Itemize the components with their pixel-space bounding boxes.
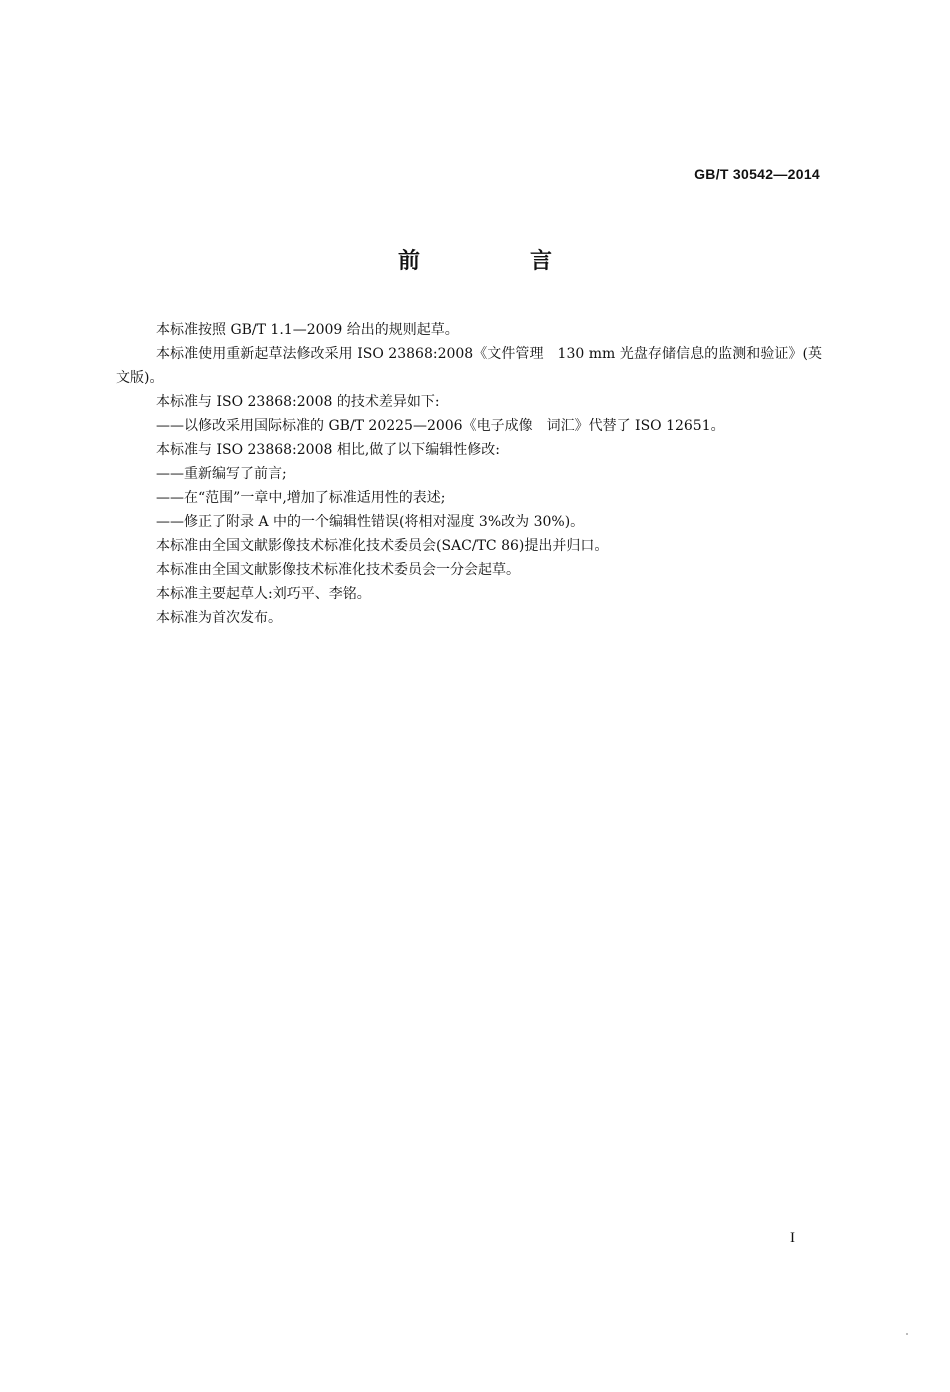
paragraph-editorial-changes: 本标准与 ISO 23868:2008 相比,做了以下编辑性修改: <box>156 442 500 458</box>
list-item-editorial-change: ——在“范围”一章中,增加了标准适用性的表述; <box>156 490 446 506</box>
scan-artifact-dot <box>906 1333 908 1335</box>
paragraph-drafting-rules: 本标准按照 GB/T 1.1—2009 给出的规则起草。 <box>156 322 459 338</box>
page-title: 前 言 <box>397 249 596 274</box>
list-item-technical-difference: ——以修改采用国际标准的 GB/T 20225—2006《电子成像 词汇》代替了 ISO 12651。 <box>156 418 725 434</box>
paragraph-adoption-method: 本标准使用重新起草法修改采用 ISO 23868:2008《文件管理 130 mm 光盘存储信息的监测和验证》(英文版)。 <box>116 346 822 386</box>
list-item-editorial-change: ——修正了附录 A 中的一个编辑性错误(将相对湿度 3%改为 30%)。 <box>156 514 585 530</box>
page-number: I <box>790 1230 795 1246</box>
paragraph-technical-differences: 本标准与 ISO 23868:2008 的技术差异如下: <box>156 394 440 410</box>
paragraph-first-release: 本标准为首次发布。 <box>156 610 282 626</box>
standard-code: GB/T 30542—2014 <box>694 166 820 182</box>
paragraph-drafters: 本标准主要起草人:刘巧平、李铭。 <box>156 586 371 602</box>
list-item-editorial-change: ——重新编写了前言; <box>156 466 287 482</box>
foreword-body <box>116 318 822 630</box>
paragraph-drafting-unit: 本标准由全国文献影像技术标准化技术委员会一分会起草。 <box>156 562 520 578</box>
paragraph-proposer: 本标准由全国文献影像技术标准化技术委员会(SAC/TC 86)提出并归口。 <box>156 538 609 554</box>
